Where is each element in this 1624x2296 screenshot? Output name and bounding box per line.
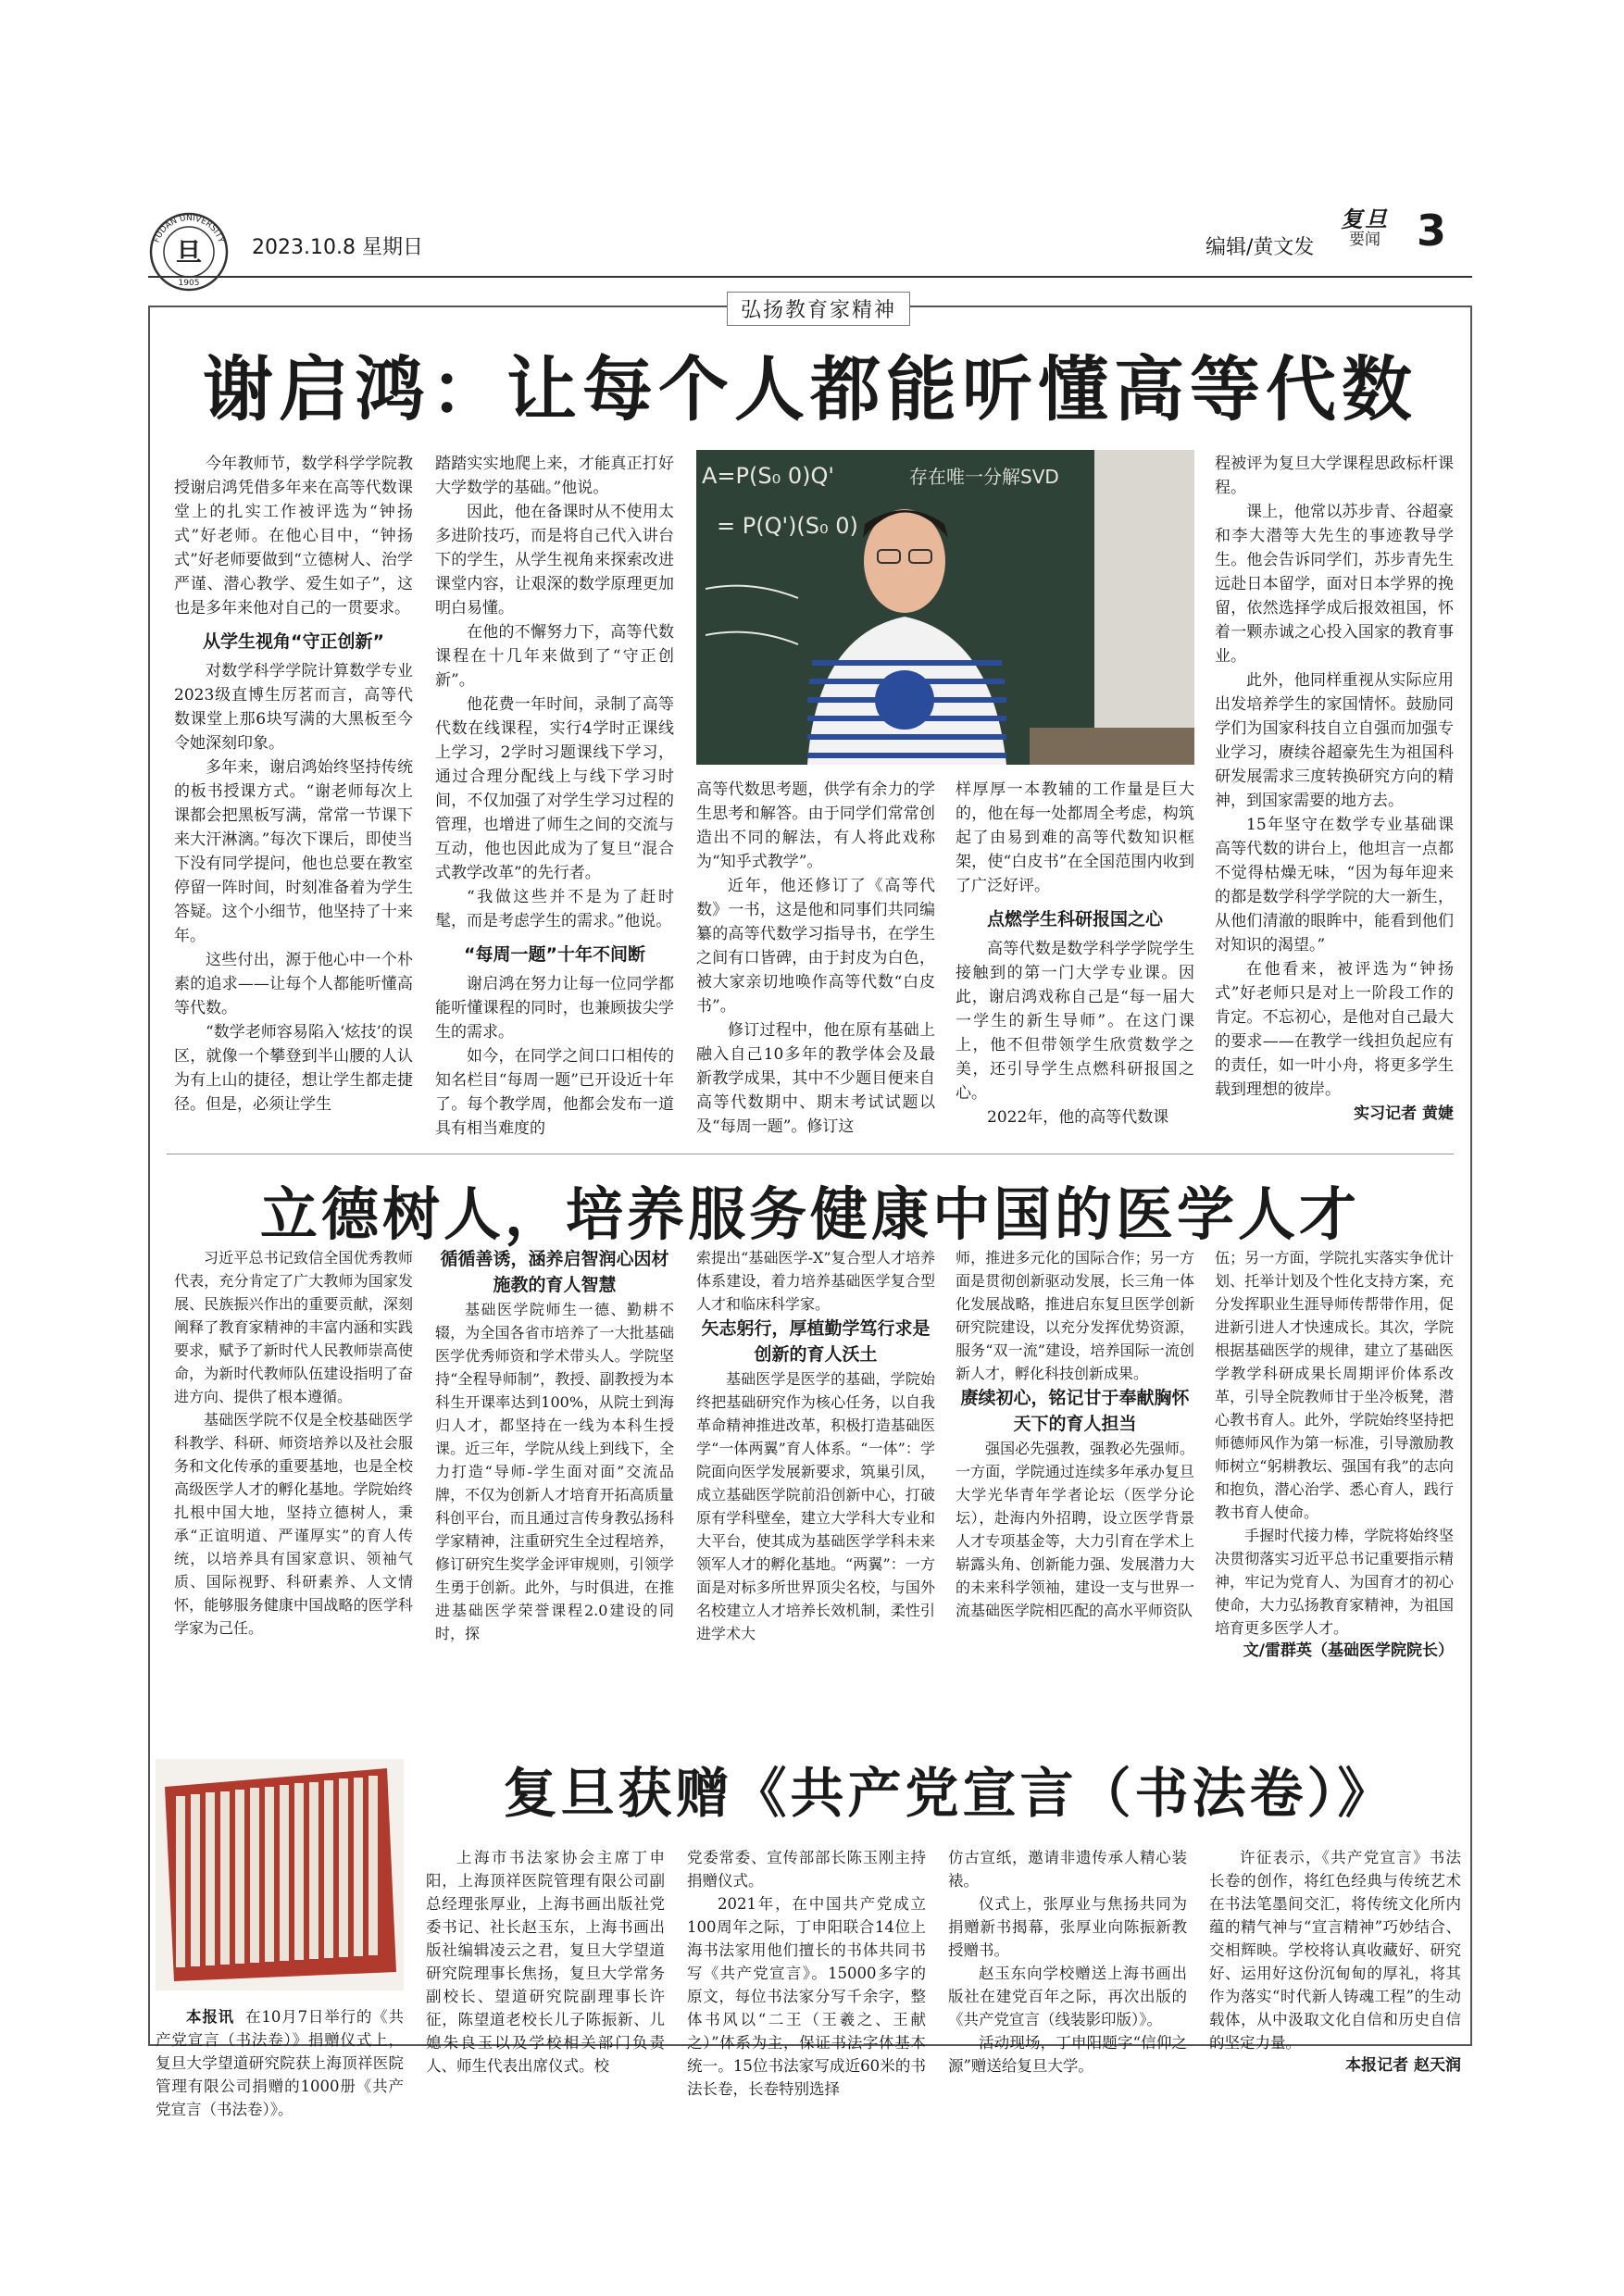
section-brand — [1337, 206, 1393, 250]
subheading: 点燃学生科研报国之心 — [986, 909, 1163, 930]
paragraph: 因此，他在备课时从不使用太多进阶技巧，而是将自己代入讲台下的学生，从学生视角来探索改进课堂内容，让艰深的数学原理更加明白易懂。 — [435, 503, 674, 618]
paragraph: 对数学科学学院计算数学专业2023级直博生厉茗而言，高等代数课堂上那6块写满的大黑板至今令她深刻印象。 — [174, 662, 413, 753]
paragraph: 仪式上，张厚业与焦扬共同为捐赠新书揭幕，张厚业向陈振新教授赠书。 — [948, 1895, 1187, 1959]
paragraph: 近年，他还修订了《高等代数》一书，这是他和同事们共同编纂的高等代数学习指导书，在学生之间有口皆碑，由于封皮为白色，被大家亲切地唤作高等代数“白皮书”。 — [696, 877, 935, 1016]
article3-col1 — [426, 1846, 665, 2078]
issue-date: 2023.10.8 星期日 — [252, 236, 423, 259]
svg-text:FUDAN UNIVERSITY: FUDAN UNIVERSITY — [152, 213, 226, 244]
article3-col4 — [1209, 1846, 1461, 2078]
paragraph: 谢启鸿在努力让每一位同学都能听懂课程的同时，也兼顾拔尖学生的需求。 — [435, 975, 674, 1042]
paragraph: 在他看来，被评选为“钟扬式”好老师只是对上一阶段工作的肯定。不忘初心，是他对自己最大的要求——在教学一线担负起应有的责任，如一叶小舟，将更多学生载到理想的彼岸。 — [1215, 960, 1454, 1099]
paragraph: 上海市书法家协会主席丁申阳，上海顶祥医院管理有限公司副总经理张厚业，上海书画出版社党委书记、社长赵玉东，上海书画出版社编辑凌云之君，复旦大学望道研究院理事长焦扬，复旦大学常务副校长、望道研究院副理事长许征，陈望道老校长儿子陈振新、儿媳朱良玉以及学校相关部门负责人、师生代表出席仪式。校 — [426, 1849, 665, 2075]
subheading: 矢志躬行，厚植勤学笃行求是创新的育人沃土 — [701, 1318, 931, 1365]
subheading: 赓续初心，铭记甘于奉献胸怀天下的育人担当 — [960, 1388, 1190, 1434]
paragraph: 修订过程中，他在原有基础上融入自己10多年的教学体会及最新教学成果，其中不少题目便来自高等代数期中、期末考试试题以及“每周一题”。修订这 — [696, 1021, 935, 1136]
paragraph: “数学老师容易陷入‘炫技’的误区，就像一个攀登到半山腰的人认为有上山的捷径，想让学生都走捷径。但是，必须让学生 — [174, 1023, 413, 1114]
byline: 本报记者 赵天润 — [1345, 2056, 1461, 2075]
paragraph: 活动现场，丁申阳题字“信仰之源”赠送给复旦大学。 — [948, 2034, 1187, 2075]
fudan-logo — [148, 211, 230, 293]
kicker: 弘扬教育家精神 — [727, 292, 910, 326]
paragraph: 课上，他常以苏步青、谷超豪和李大潜等大先生的事迹教导学生。他会告诉同学们，苏步青先生远赴日本留学，面对日本学界的挽留，依然选择学成后报效祖国，怀着一颗赤诚之心投入国家的教育事业。 — [1215, 503, 1454, 666]
paragraph: 高等代数是数学科学学院学生接触到的第一门大学专业课。因此，谢启鸿戏称自己是“每一届大一学生的新生导师”。在这门课上，他不但带领学生欣赏数学之美，还引导学生点燃科研报国之心。 — [956, 940, 1194, 1103]
paragraph: 赵玉东向学校赠送上海书画出版社在建党百年之际，再次出版的《共产党宣言（线装影印版）》。 — [948, 1965, 1187, 2028]
paragraph: 他花费一年时间，录制了高等代数在线课程，实行4学时正课线上学习，2学时习题课线下学习，通过合理分配线上与线下学习时间，不仅加强了对学生学习过程的管理，也增进了师生之间的交流与互动，他也因此成为了复旦“混合式教学改革”的先行者。 — [435, 695, 674, 882]
article1-col4 — [956, 778, 1194, 1129]
article3-lead — [156, 2005, 404, 2121]
brand-main: 复旦 — [1341, 206, 1389, 232]
paragraph: 2022年，他的高等代数课 — [987, 1108, 1169, 1127]
paragraph: 党委常委、宣传部部长陈玉刚主持捐赠仪式。 — [687, 1849, 926, 1890]
article2-col5 — [1215, 1246, 1454, 1663]
paragraph: 程被评为复旦大学课程思政标杆课程。 — [1215, 455, 1454, 497]
subheading: “每周一题”十年不间断 — [464, 944, 645, 965]
lead-text: 在10月7日举行的《共产党宣言（书法卷）》捐赠仪式上，复旦大学望道研究院获上海顶祥医院管理有限公司捐赠的1000册《共产党宣言（书法卷）》。 — [156, 2008, 404, 2118]
paragraph: 手握时代接力棒，学院将始终坚决贯彻落实习近平总书记重要指示精神，牢记为党育人、为国育才的初心使命，大力弘扬教育家精神，为祖国培育更多医学人才。 — [1215, 1527, 1454, 1637]
paragraph: 习近平总书记致信全国优秀教师代表，充分肯定了广大教师为国家发展、民族振兴作出的重要贡献，深刻阐释了教育家精神的丰富内涵和实践要求，赋予了新时代人民教师崇高使命，为新时代教师队伍建设指明了奋进方向、提供了根本遵循。 — [174, 1249, 413, 1405]
book-set-photo — [156, 1759, 404, 1990]
article3-col2 — [687, 1846, 926, 2101]
article2-col1 — [174, 1246, 413, 1640]
paragraph: 许征表示，《共产党宣言》书法长卷的创作，将红色经典与传统艺术在书法笔墨间交汇，将传统文化所内蕴的精气神与“宣言精神”巧妙结合、交相辉映。学校将认真收藏好、研究好、运用好这份沉甸甸的厚礼，将其作为落实“时代新人铸魂工程”的生动载体，从中汲取文化自信和历史自信的坚定力量。 — [1209, 1849, 1461, 2052]
portrait-photo — [696, 450, 1194, 765]
paragraph: 踏踏实实地爬上来，才能真正打好大学数学的基础。”他说。 — [435, 455, 674, 497]
paragraph: 基础医学是医学的基础，学院始终把基础研究作为核心任务，以自我革命精神推进改革，积极打造基础医学“一体两翼”育人体系。“一体”：学院面向医学发展新要求，筑巢引凤，成立基础医学院前沿创新中心，打破原有学科壁垒，建立大学科大专业和大平台，使其成为基础医学学科未来领军人才的孵化基地。“两翼”：一方面是对标多所世界顶尖名校，与国外名校建立人才培养长效机制，柔性引进学术大 — [696, 1370, 935, 1642]
byline: 实习记者 黄婕 — [1354, 1104, 1454, 1123]
board-text: 存在唯一分解SVD — [909, 466, 1059, 488]
board-text: = P(Q')(S₀ 0) — [717, 513, 858, 539]
paragraph: 高等代数思考题，供学有余力的学生思考和解答。由于同学们常常创造出不同的解法，有人将此戏称为“知乎式教学”。 — [696, 780, 935, 871]
byline: 文/雷群英（基础医学院院长） — [1243, 1641, 1454, 1660]
lead-label: 本报讯 — [186, 2008, 234, 2026]
paragraph: 今年教师节，数学科学学院教授谢启鸿凭借多年来在高等代数课堂上的扎实工作被评选为“钟扬式”好老师。在他心目中，“钟扬式”好老师要做到“立德树人、治学严谨、潜心教学、爱生如子”，这也是多年来他对自己的一贯要求。 — [174, 455, 413, 618]
article3-col3 — [948, 1846, 1187, 2078]
paragraph: 如今，在同学之间口口相传的知名栏目“每周一题”已开设近十年了。每个教学周，他都会发布一道具有相当难度的 — [435, 1047, 674, 1138]
paragraph: 这些付出，源于他心中一个朴素的追求——让每个人都能听懂高等代数。 — [174, 951, 413, 1017]
editor-credit: 编辑/黄文发 — [1206, 236, 1315, 259]
paragraph: 仿古宣纸，邀请非遗传承人精心装裱。 — [948, 1849, 1187, 1890]
article1-col5 — [1215, 452, 1454, 1126]
article2-title: 立德树人，培养服务健康中国的医学人才 — [259, 1180, 1360, 1248]
article3-title: 复旦获赠《共产党宣言（书法卷）》 — [503, 1762, 1395, 1825]
article2-col2 — [435, 1246, 674, 1645]
paragraph: 师，推进多元化的国际合作；另一方面是贯彻创新驱动发展，长三角一体化发展战略，推进启东复旦医学创新研究院建设，以充分发挥优势资源，服务“双一流”建设，培养国际一流创新人才，孵化科技创新成果。 — [956, 1249, 1194, 1382]
paragraph: 此外，他同样重视从实际应用出发培养学生的家国情怀。鼓励同学们为国家科技自立自强而加强专业学习，赓续谷超豪先生为祖国科研发展需求三度转换研究方向的精神，到国家需要的地方去。 — [1215, 671, 1454, 810]
article1-col2 — [435, 452, 674, 1141]
article2-col3 — [696, 1246, 935, 1645]
article2-col4 — [956, 1246, 1194, 1622]
article1-col1 — [174, 452, 413, 1117]
svg-text:旦: 旦 — [175, 237, 203, 268]
paragraph: 基础医学院师生一德、勤耕不辍，为全国各省市培养了一大批基础医学优秀师资和学术带头人。学院坚持“全程导师制”，教授、副教授为本科生开课率达到100%，从院士到海归人才，都坚持在一线为本科生授课。近三年，学院从线上到线下，全力打造“导师-学生面对面”交流品牌，不仅为创新人才培育开拓高质量科创平台，而且通过言传身教弘扬科学家精神，注重研究生全过程培养，修订研究生奖学金评审规则，引领学生勇于创新。此外，与时俱进，在推进基础医学荣誉课程2.0建设的同时，探 — [435, 1301, 674, 1642]
board-text: A=P(S₀ 0)Q' — [702, 463, 834, 489]
subheading: 从学生视角“守正创新” — [203, 631, 384, 652]
paragraph: “我做这些并不是为了赶时髦，而是考虑学生的需求。”他说。 — [435, 888, 674, 930]
article1-title: 谢启鸿：让每个人都能听懂高等代数 — [203, 348, 1418, 430]
paragraph: 样厚厚一本教辅的工作量是巨大的，他在每一处都周全考虑，构筑起了由易到难的高等代数知识框架，使“白皮书”在全国范围内收到了广泛好评。 — [956, 780, 1194, 895]
brand-sub: 要闻 — [1349, 231, 1380, 249]
svg-text:1905: 1905 — [178, 279, 200, 288]
paragraph: 多年来，谢启鸿始终坚持传统的板书授课方式。“谢老师每次上课都会把黑板写满，常常一节课下来大汗淋漓。”每次下课后，即使当下没有同学提问，他也总要在教室停留一阵时间，时刻准备着为学生答疑。这个小细节，他坚持了十来年。 — [174, 758, 413, 945]
paragraph: 强国必先强教，强教必先强师。一方面，学院通过连续多年承办复旦大学光华青年学者论坛（医学分论坛），赴海内外招聘，设立医学背景人才专项基金等，大力引育在学术上崭露头角、创新能力强、发展潜力大的未来科学领袖，建设一支与世界一流基础医学院相匹配的高水平师资队 — [956, 1440, 1194, 1619]
subheading: 循循善诱，涵养启智润心因材施教的育人智慧 — [440, 1249, 669, 1295]
paragraph: 2021年，在中国共产党成立100周年之际，丁申阳联合14位上海书法家用他们擅长的书体共同书写《共产党宣言》。15000多字的原文，每位书法家分写千余字，整体书风以“二王（王羲之、王献之）”体系为主，保证书法字体基本统一。15位书法家写成近60米的书法长卷，长卷特别选择 — [687, 1895, 926, 2098]
paragraph: 15年坚守在数学专业基础课高等代数的讲台上，他坦言一点都不觉得枯燥无味，“因为每年迎来的都是数学科学学院的大一新生，从他们清澈的眼眸中，能看到他们对知识的渴望。” — [1215, 816, 1454, 955]
header-rule — [148, 276, 1472, 278]
article1-col3 — [696, 778, 935, 1139]
paragraph: 在他的不懈努力下，高等代数课程在十几年来做到了“守正创新”。 — [435, 623, 674, 690]
paragraph: 伍；另一方面，学院扎实落实争优计划、托举计划及个性化支持方案，充分发挥职业生涯导师传帮带作用，促进新引进人才快速成长。其次，学院根据基础医学的规律，建立了基础医学教学科研成果长周期评价体系改革，引导全院教师甘于坐冷板凳，潜心教书育人。此外，学院始终坚持把师德师风作为第一标准，引导激励教师树立“躬耕教坛、强国有我”的志向和抱负，潜心治学、悉心育人，践行教书育人使命。 — [1215, 1249, 1454, 1521]
paragraph: 索提出“基础医学-X”复合型人才培养体系建设，着力培养基础医学复合型人才和临床科学家。 — [696, 1249, 935, 1313]
page-number: 3 — [1417, 206, 1447, 256]
paragraph: 基础医学院不仅是全校基础医学科教学、科研、师资培养以及社会服务和文化传承的重要基地，也是全校高级医学人才的孵化基地。学院始终扎根中国大地，坚持立德树人，秉承“正谊明道、严谨厚实”的育人传统，以培养具有国家意识、领袖气质、国际视野、科研素养、人文情怀，能够服务健康中国战略的医学科学家为己任。 — [174, 1411, 413, 1637]
